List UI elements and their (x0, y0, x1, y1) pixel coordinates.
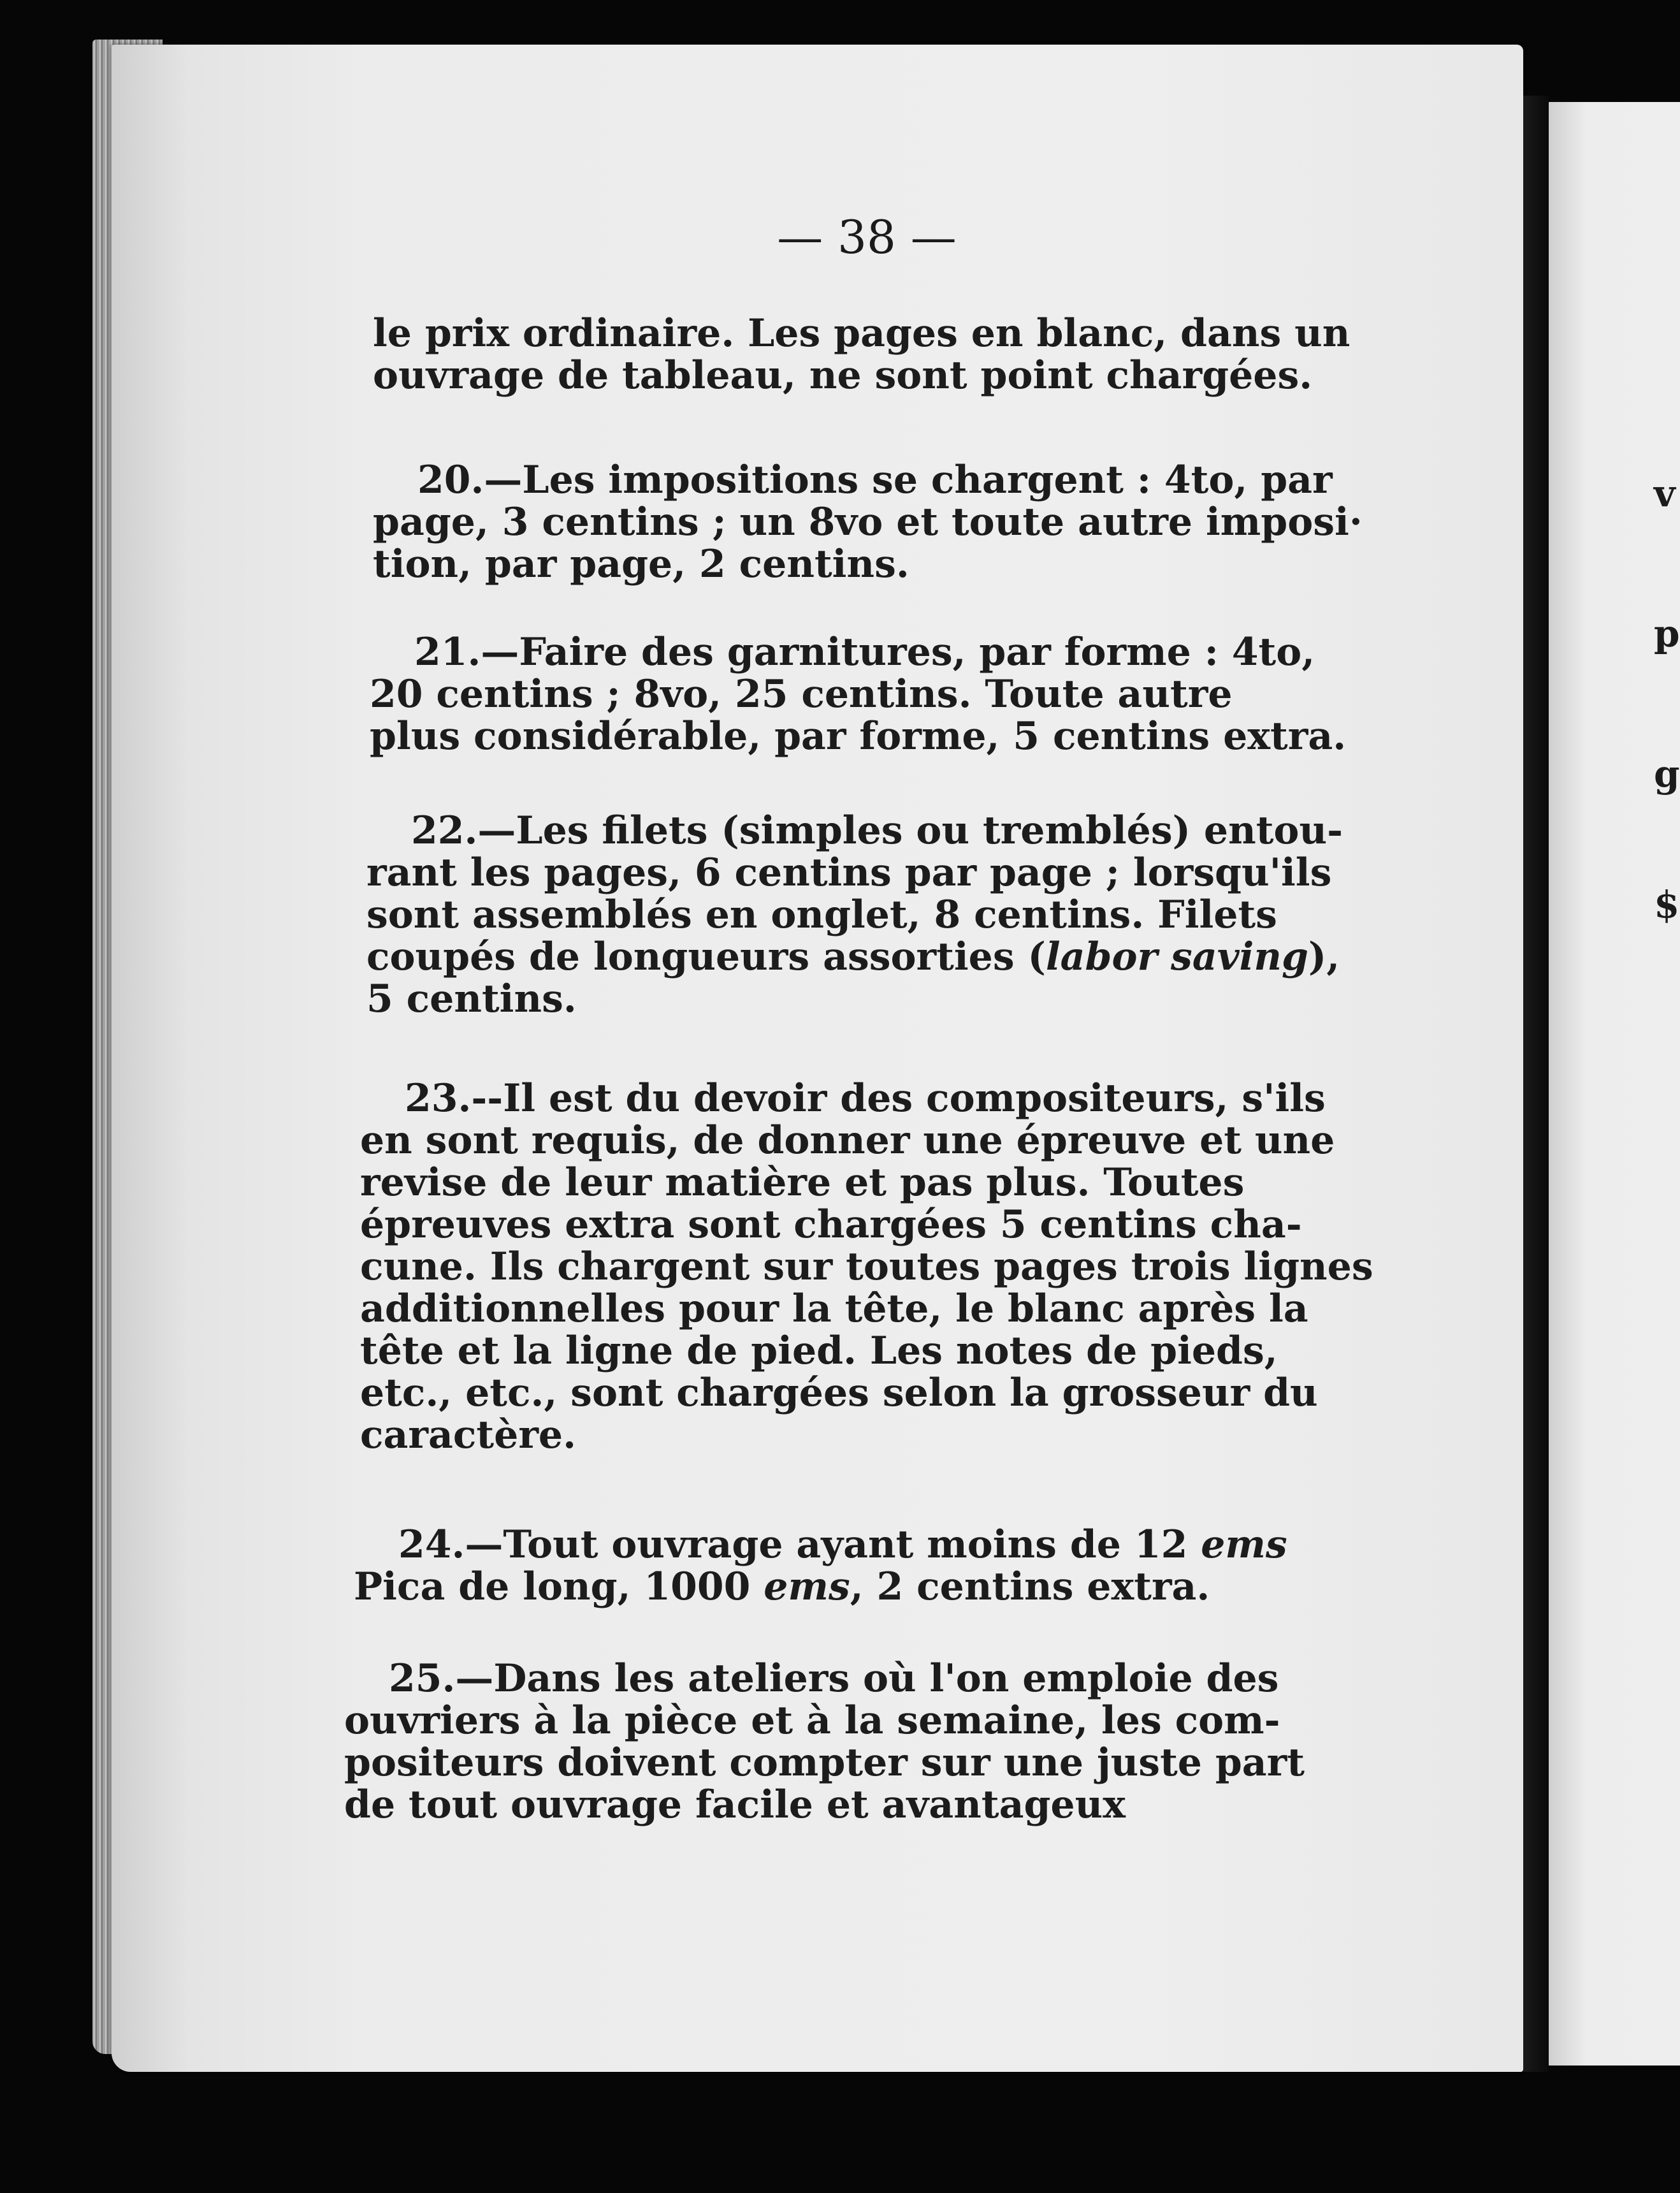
paragraph-article-20 (373, 458, 1363, 586)
text-line: rant les pages, 6 centins par page ; lorsqu'ils (366, 850, 1332, 895)
text-line: 21.—Faire des garnitures, par forme : 4to, (414, 630, 1315, 674)
text-line: en sont requis, de donner une épreuve et une (360, 1118, 1335, 1163)
text-line: sont assemblés en onglet, 8 centins. Filets (366, 892, 1277, 937)
text-line: tête et la ligne de pied. Les notes de pieds, (360, 1329, 1278, 1373)
text-fragment: Pica de long, 1000 (354, 1564, 764, 1609)
text-fragment: ), (1308, 935, 1340, 979)
italic-text: ems (1201, 1522, 1287, 1567)
text-fragment: coupés de longueurs assorties ( (366, 935, 1046, 979)
text-line: 23.--Il est du devoir des compositeurs, s'ils (405, 1076, 1326, 1121)
text-line: 22.—Les filets (simples ou tremblés) entou- (411, 808, 1343, 853)
text-line: 20 centins ; 8vo, 25 centins. Toute autre (370, 672, 1233, 717)
text-line: ouvrage de tableau, ne sont point chargées. (373, 353, 1313, 398)
text-line: 20.—Les impositions se chargent : 4to, par (417, 458, 1333, 502)
paragraph-continuation (373, 312, 1358, 397)
facing-page-fragment: p (1654, 612, 1680, 655)
facing-page-fragment: $ (1654, 883, 1680, 926)
italic-text: ems (764, 1564, 850, 1609)
text-line: 5 centins. (366, 977, 577, 1021)
text-line: ouvriers à la pièce et à la semaine, les com- (344, 1698, 1280, 1743)
text-line (354, 1566, 1338, 1608)
facing-page-fragment: g (1654, 752, 1680, 796)
text-line: additionnelles pour la tête, le blanc après la (360, 1286, 1308, 1331)
italic-text: labor saving (1045, 935, 1308, 979)
text-line: revise de leur matière et pas plus. Toutes (360, 1160, 1245, 1205)
text-line: cune. Ils chargent sur toutes pages trois lignes (360, 1244, 1373, 1289)
text-line (366, 936, 1351, 978)
text-line: caractère. (360, 1413, 576, 1457)
text-line (354, 1524, 1338, 1566)
text-line: 25.—Dans les ateliers où l'on emploie des (389, 1656, 1279, 1701)
paragraph-article-23 (360, 1076, 1373, 1457)
text-line: etc., etc., sont chargées selon la grosseur du (360, 1371, 1318, 1415)
text-line: plus considérable, par forme, 5 centins extra. (370, 714, 1347, 759)
paragraph-article-21 (370, 631, 1354, 757)
paragraph-article-22 (366, 810, 1351, 1020)
text-fragment: 24.—Tout ouvrage ayant moins de 12 (398, 1522, 1201, 1567)
text-line: tion, par page, 2 centins. (373, 542, 909, 586)
text-line: épreuves extra sont chargées 5 centins cha- (360, 1202, 1302, 1247)
text-line: positeurs doivent compter sur une juste part (344, 1740, 1305, 1785)
paragraph-article-24 (354, 1524, 1338, 1608)
text-line: page, 3 centins ; un 8vo et toute autre imposi· (373, 500, 1363, 544)
facing-page-fragment: v (1654, 472, 1676, 515)
text-line: de tout ouvrage facile et avantageux (344, 1782, 1126, 1827)
text-fragment: , 2 centins extra. (850, 1564, 1210, 1609)
paragraph-article-25 (344, 1657, 1329, 1826)
page-number: — 38 — (777, 210, 957, 264)
text-line: le prix ordinaire. Les pages en blanc, dans un (373, 311, 1351, 356)
